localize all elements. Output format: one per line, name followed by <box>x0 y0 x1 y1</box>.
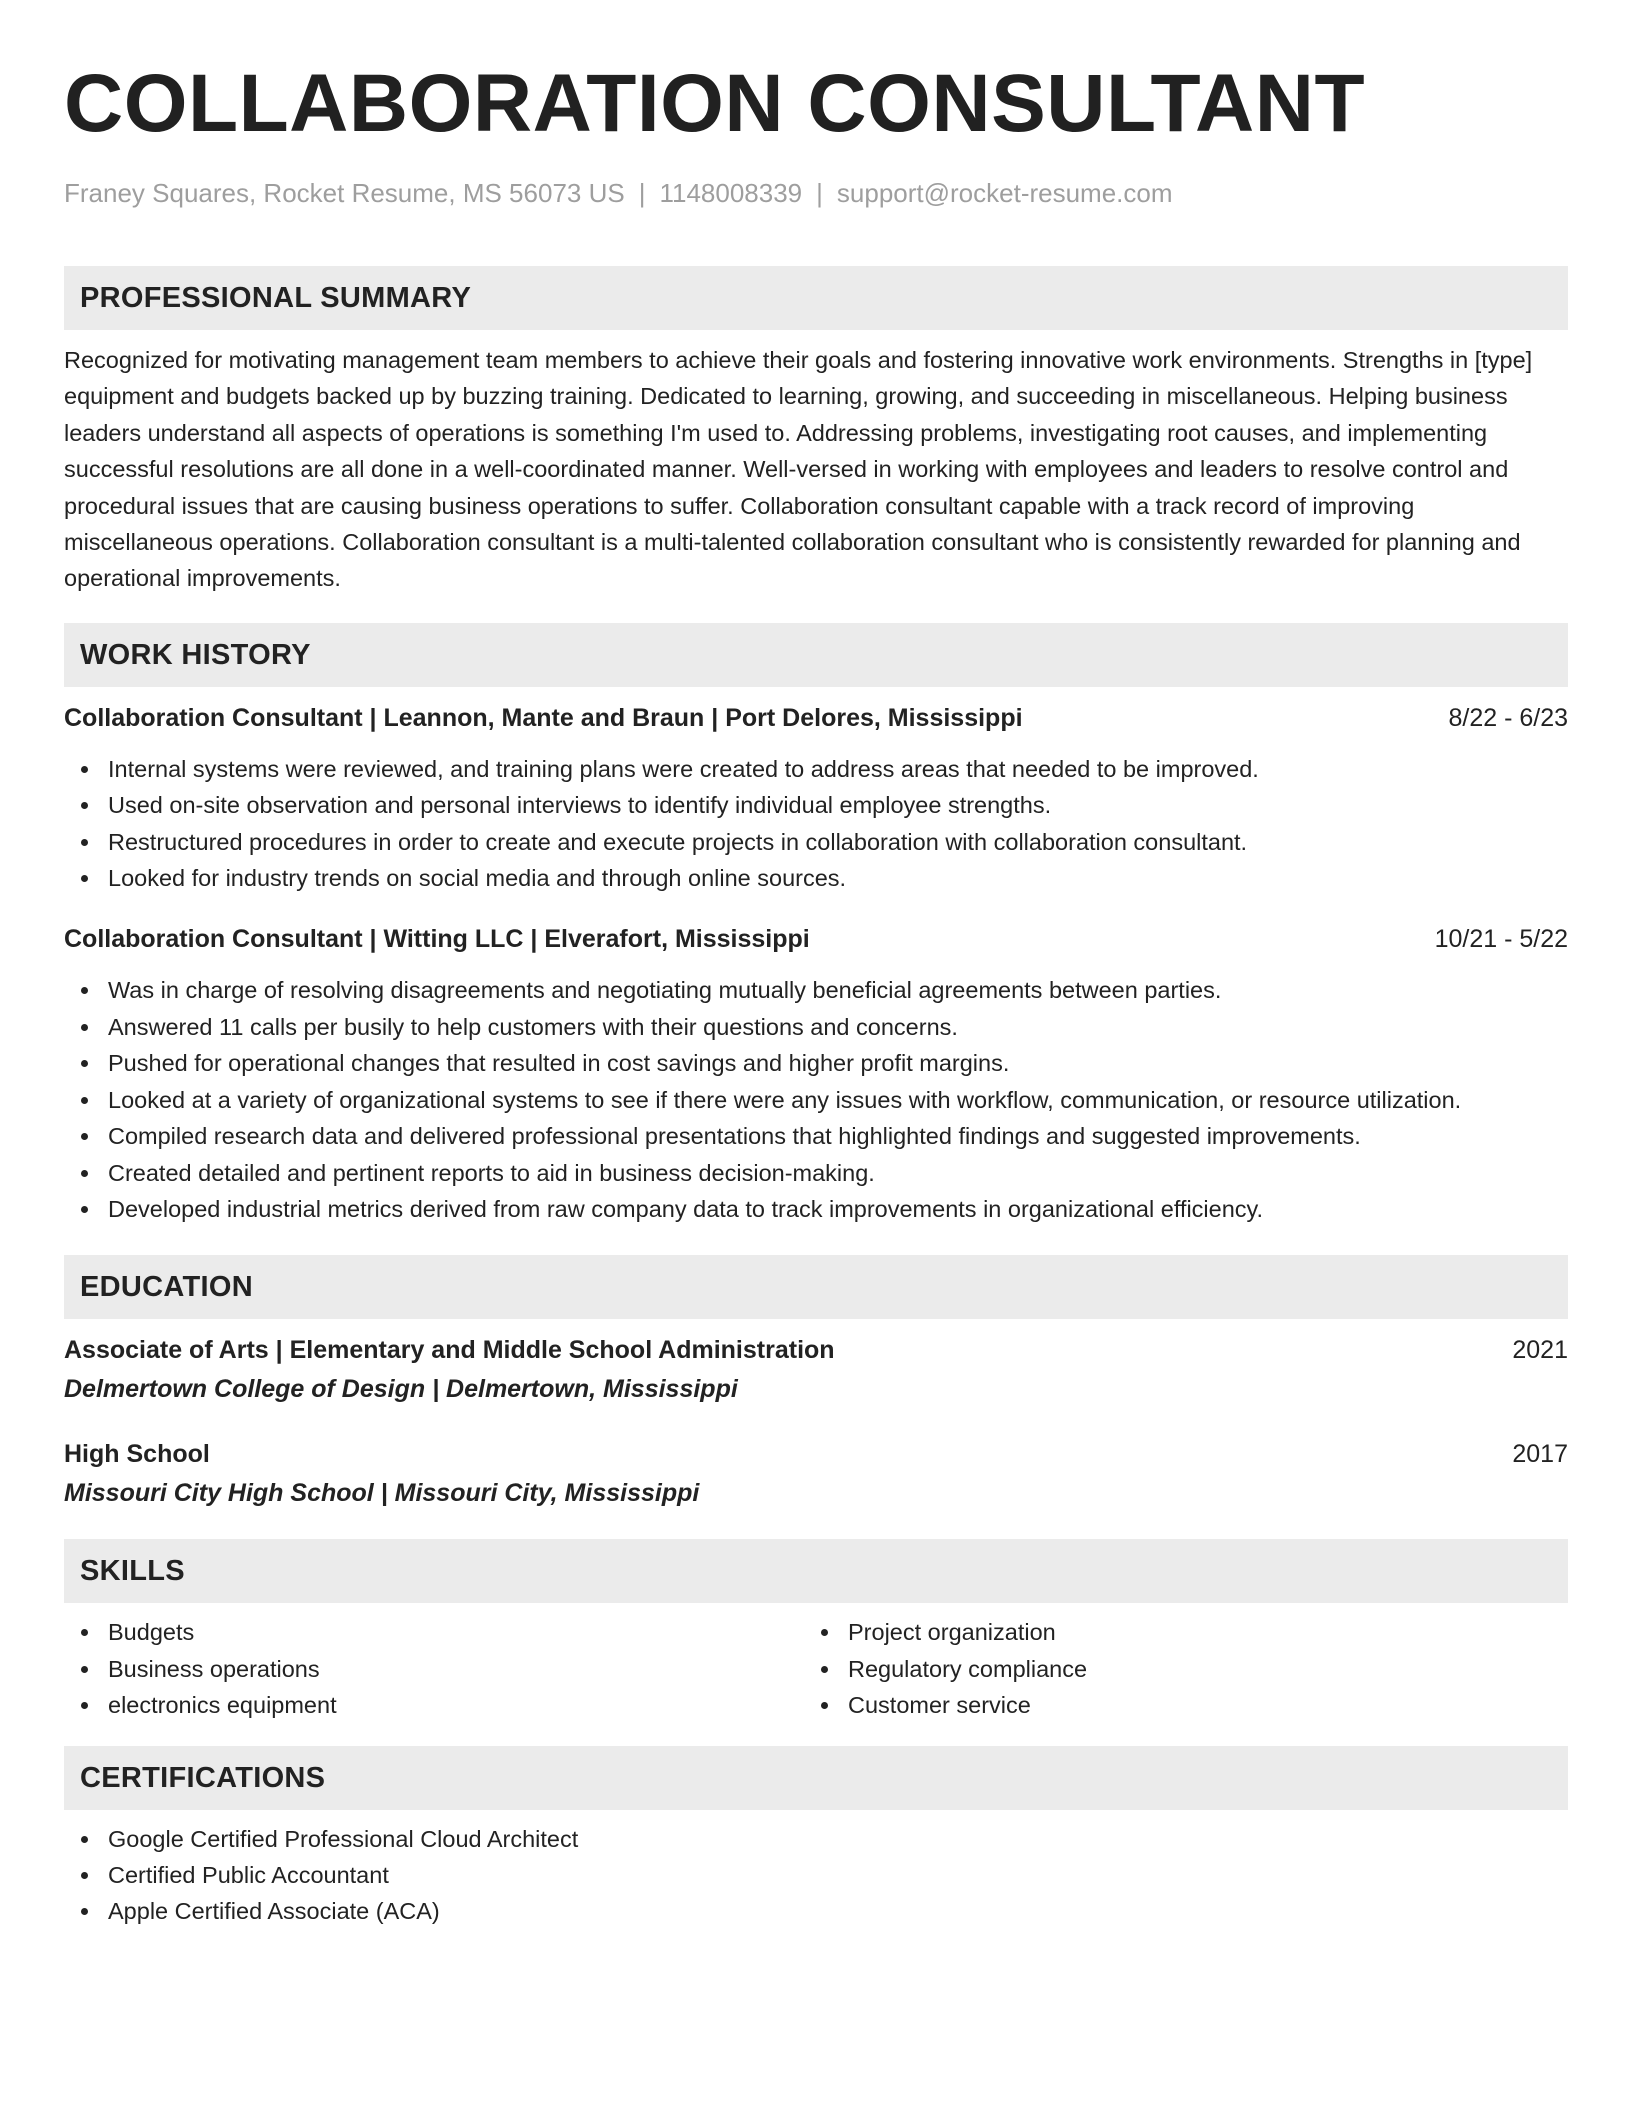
skills-columns <box>64 1614 1568 1723</box>
skills-list-left <box>64 1614 804 1723</box>
contact-separator: | <box>638 178 646 208</box>
job-title: Collaboration Consultant | Witting LLC | Elverafort, Mississippi <box>64 925 810 954</box>
skill-item: Project organization <box>804 1614 1544 1650</box>
contact-line <box>64 176 1568 210</box>
job-dates: 10/21 - 5/22 <box>1434 925 1568 954</box>
certification-item: Apple Certified Associate (ACA) <box>64 1893 1568 1929</box>
skills-list-right <box>804 1614 1544 1723</box>
job-bullet: Looked at a variety of organizational systems to see if there were any issues with workflow, communication, or resource utilization. <box>64 1082 1568 1118</box>
job-entry <box>64 701 1568 897</box>
education-entry <box>64 1333 1568 1406</box>
education-degree: Associate of Arts | Elementary and Middle School Administration <box>64 1336 835 1365</box>
work-history-heading: WORK HISTORY <box>64 623 1568 687</box>
job-bullet: Answered 11 calls per busily to help customers with their questions and concerns. <box>64 1009 1568 1045</box>
summary-heading: PROFESSIONAL SUMMARY <box>64 266 1568 330</box>
certifications-heading: CERTIFICATIONS <box>64 1746 1568 1810</box>
education-entry <box>64 1437 1568 1510</box>
skills-heading: SKILLS <box>64 1539 1568 1603</box>
education-header <box>64 1437 1568 1471</box>
certification-item: Google Certified Professional Cloud Architect <box>64 1821 1568 1857</box>
skill-item: Customer service <box>804 1687 1544 1723</box>
job-bullets <box>64 972 1568 1227</box>
job-entry <box>64 922 1568 1227</box>
skill-item: electronics equipment <box>64 1687 804 1723</box>
job-bullet: Used on-site observation and personal interviews to identify individual employee strengths. <box>64 787 1568 823</box>
education-header <box>64 1333 1568 1367</box>
education-year: 2017 <box>1512 1440 1568 1469</box>
certifications-list <box>64 1821 1568 1930</box>
skill-item: Regulatory compliance <box>804 1651 1544 1687</box>
contact-email: support@rocket-resume.com <box>836 178 1173 208</box>
resume-name: COLLABORATION CONSULTANT <box>64 58 1366 149</box>
job-bullet: Looked for industry trends on social media and through online sources. <box>64 860 1568 896</box>
contact-address: Franey Squares, Rocket Resume, MS 56073 US <box>64 178 625 208</box>
certification-item: Certified Public Accountant <box>64 1857 1568 1893</box>
job-bullet: Was in charge of resolving disagreements and negotiating mutually beneficial agreements between parties. <box>64 972 1568 1008</box>
job-bullet: Created detailed and pertinent reports to aid in business decision-making. <box>64 1155 1568 1191</box>
job-bullet: Compiled research data and delivered professional presentations that highlighted findings and suggested improvements. <box>64 1118 1568 1154</box>
summary-text: Recognized for motivating management team members to achieve their goals and fostering innovative work environments. Strengths in [type] equipment and budgets backed up by buzzing training. Dedicated to learning, growing, and succeeding in miscellaneous. Helping business leaders understand all aspects of operations is something I'm used to. Addressing problems, investigating root causes, and implementing successful resolutions are all done in a well-coordinated manner. Well-versed in working with employees and leaders to resolve control and procedural issues that are causing business operations to suffer. Collaboration consultant capable with a track record of improving miscellaneous operations. Collaboration consultant is a multi-talented collaboration consultant who is consistently rewarded for planning and operational improvements. <box>64 347 1533 592</box>
education-degree: High School <box>64 1440 210 1469</box>
education-heading: EDUCATION <box>64 1255 1568 1319</box>
education-school: Delmertown College of Design | Delmertown, Mississippi <box>64 1375 738 1404</box>
contact-separator: | <box>816 178 823 208</box>
job-bullet: Restructured procedures in order to create and execute projects in collaboration with collaboration consultant. <box>64 824 1568 860</box>
education-year: 2021 <box>1512 1336 1568 1365</box>
job-header <box>64 922 1568 956</box>
contact-phone: 1148008339 <box>659 178 803 208</box>
job-bullet: Internal systems were reviewed, and training plans were created to address areas that needed to be improved. <box>64 751 1568 787</box>
skill-item: Budgets <box>64 1614 804 1650</box>
job-title: Collaboration Consultant | Leannon, Mante and Braun | Port Delores, Mississippi <box>64 703 1023 732</box>
education-school: Missouri City High School | Missouri City, Mississippi <box>64 1479 700 1508</box>
job-bullet: Developed industrial metrics derived from raw company data to track improvements in organizational efficiency. <box>64 1191 1568 1227</box>
job-header <box>64 701 1568 735</box>
skill-item: Business operations <box>64 1651 804 1687</box>
job-bullet: Pushed for operational changes that resulted in cost savings and higher profit margins. <box>64 1045 1568 1081</box>
job-bullets <box>64 751 1568 897</box>
job-dates: 8/22 - 6/23 <box>1448 703 1568 732</box>
